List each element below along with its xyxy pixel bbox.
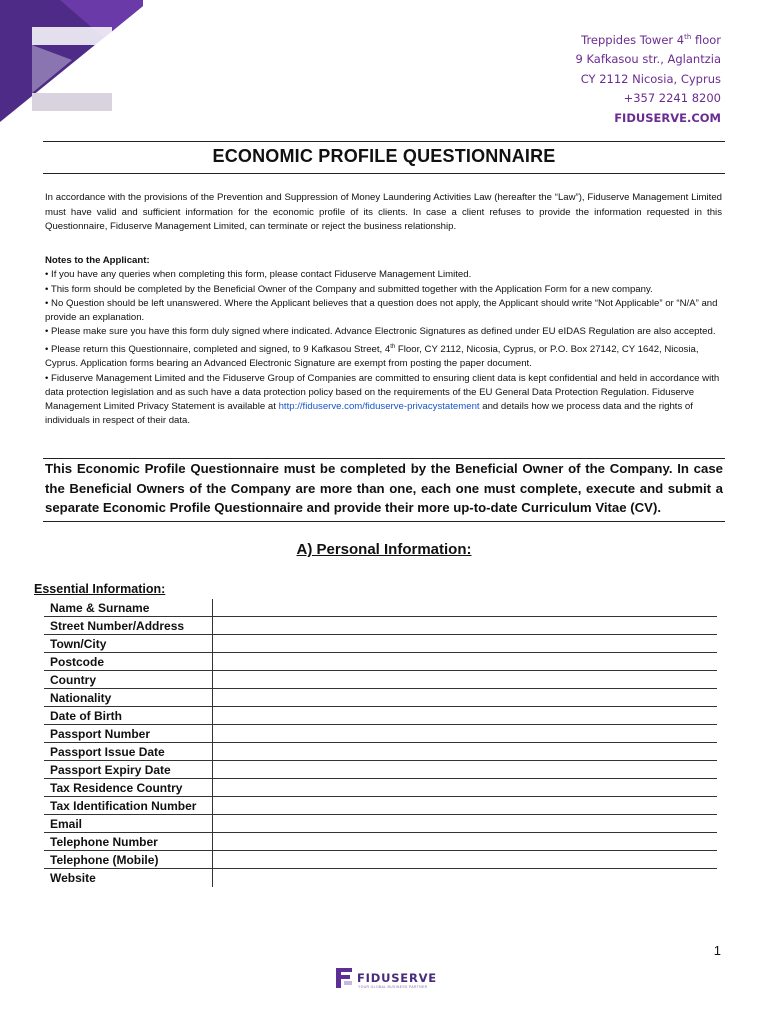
form-row — [44, 851, 717, 869]
field-value-input[interactable] — [213, 635, 717, 652]
form-row — [44, 707, 717, 725]
field-label: Street Number/Address — [44, 617, 213, 634]
footer-tagline: YOUR GLOBAL BUSINESS PARTNER — [358, 985, 428, 989]
form-row — [44, 833, 717, 851]
title-bottom-rule — [43, 173, 725, 174]
field-value-input[interactable] — [213, 707, 717, 724]
intro-paragraph: In accordance with the provisions of the Prevention and Suppression of Money Laundering Activities Law (hereafter the “Law”), Fiduserve Management Limited must have valid and sufficient information for the economic profile of its clients. In case a client refuses to provide the information requested in this Questionnaire, Fiduserve Management Limited, can terminate or reject the business relationship. — [45, 192, 722, 233]
note-item: • Please return this Questionnaire, completed and signed, to 9 Kafkasou Street, 4th Floor, CY 2112, Nicosia, Cyprus, or P.O. Box 27142, CY 1642, Nicosia, Cyprus. Application forms bearing an Advanced Electronic Signature are exempt from posting the paper document. — [45, 343, 699, 370]
field-value-input[interactable] — [213, 797, 717, 814]
field-value-input[interactable] — [213, 725, 717, 742]
footer-brand: FIDUSERVE — [357, 971, 437, 985]
company-address — [575, 28, 721, 128]
field-value-input[interactable] — [213, 599, 717, 616]
field-value-input[interactable] — [213, 815, 717, 832]
privacy-statement-link[interactable]: http://fiduserve.com/fiduserve-privacystatement — [278, 401, 480, 413]
notes-heading: Notes to the Applicant: — [45, 255, 150, 266]
form-row — [44, 617, 717, 635]
note-item: • Fiduserve Management Limited and the Fiduserve Group of Companies are committed to ensuring client data is kept confidential and held in accordance with data protection legislation and as such have a data protection policy based on the requirements of the EU General Data Protection Regulation. Fiduserve Management Limited Privacy Statement is available at http://fiduserve.com/fiduserve-privacystatement and details how we process data and the rights of individuals in respect of their data. — [45, 372, 720, 427]
form-row — [44, 689, 717, 707]
form-row — [44, 599, 717, 617]
form-row — [44, 779, 717, 797]
field-label: Website — [44, 869, 213, 887]
address-line-3: CY 2112 Nicosia, Cyprus — [580, 71, 721, 86]
field-value-input[interactable] — [213, 761, 717, 778]
field-label: Passport Number — [44, 725, 213, 742]
field-label: Nationality — [44, 689, 213, 706]
field-label: Country — [44, 671, 213, 688]
field-label: Passport Issue Date — [44, 743, 213, 760]
field-label: Name & Surname — [44, 599, 213, 616]
beneficial-owner-callout: This Economic Profile Questionnaire must be completed by the Beneficial Owner of the Company. In case the Beneficial Owners of the Company are more than one, each one must complete, execute and submit a separate Economic Profile Questionnaire and provide their more up-to-date Curriculum Vitae (CV). — [43, 458, 725, 522]
field-value-input[interactable] — [213, 689, 717, 706]
section-a-title: A) Personal Information: — [296, 541, 472, 558]
field-label: Tax Residence Country — [44, 779, 213, 796]
company-phone: +357 2241 8200 — [623, 91, 721, 106]
notes-to-applicant — [45, 254, 722, 429]
company-website: FIDUSERVE.COM — [614, 110, 721, 125]
title-top-rule — [43, 141, 725, 142]
note-item: • This form should be completed by the Beneficial Owner of the Company and submitted together with the Application Form for a new company. — [45, 283, 653, 295]
field-value-input[interactable] — [213, 779, 717, 796]
address-line-2: 9 Kafkasou str., Aglantzia — [575, 52, 721, 67]
form-row — [44, 869, 717, 887]
document-title: ECONOMIC PROFILE QUESTIONNAIRE — [212, 146, 556, 166]
fiduserve-logo-corner — [0, 0, 143, 122]
form-row — [44, 635, 717, 653]
form-row — [44, 671, 717, 689]
field-label: Tax Identification Number — [44, 797, 213, 814]
form-row — [44, 743, 717, 761]
field-label: Telephone (Mobile) — [44, 851, 213, 868]
note-item: • No Question should be left unanswered. Where the Applicant believes that a question does not apply, the Applicant should write “Not Applicable” or “N/A” and provide an explanation. — [45, 297, 718, 324]
form-row — [44, 725, 717, 743]
fiduserve-mark-icon — [336, 968, 354, 988]
personal-info-table — [44, 599, 717, 887]
field-label: Telephone Number — [44, 833, 213, 850]
field-label: Passport Expiry Date — [44, 761, 213, 778]
essential-info-heading: Essential Information: — [34, 582, 166, 596]
form-row — [44, 797, 717, 815]
page-number: 1 — [713, 943, 721, 958]
form-row — [44, 815, 717, 833]
form-row — [44, 653, 717, 671]
field-label: Postcode — [44, 653, 213, 670]
field-label: Town/City — [44, 635, 213, 652]
note-item: • Please make sure you have this form duly signed where indicated. Advance Electronic Signatures as defined under EU eIDAS Regulation are also accepted. — [45, 326, 716, 338]
footer-logo — [336, 968, 436, 990]
field-value-input[interactable] — [213, 653, 717, 670]
note-item: • If you have any queries when completing this form, please contact Fiduserve Management Limited. — [45, 269, 472, 281]
field-label: Date of Birth — [44, 707, 213, 724]
field-value-input[interactable] — [213, 743, 717, 760]
field-value-input[interactable] — [213, 833, 717, 850]
field-value-input[interactable] — [213, 869, 717, 887]
field-value-input[interactable] — [213, 671, 717, 688]
field-label: Email — [44, 815, 213, 832]
field-value-input[interactable] — [213, 617, 717, 634]
field-value-input[interactable] — [213, 851, 717, 868]
address-line-1: Treppides Tower 4th floor — [581, 32, 721, 47]
form-row — [44, 761, 717, 779]
